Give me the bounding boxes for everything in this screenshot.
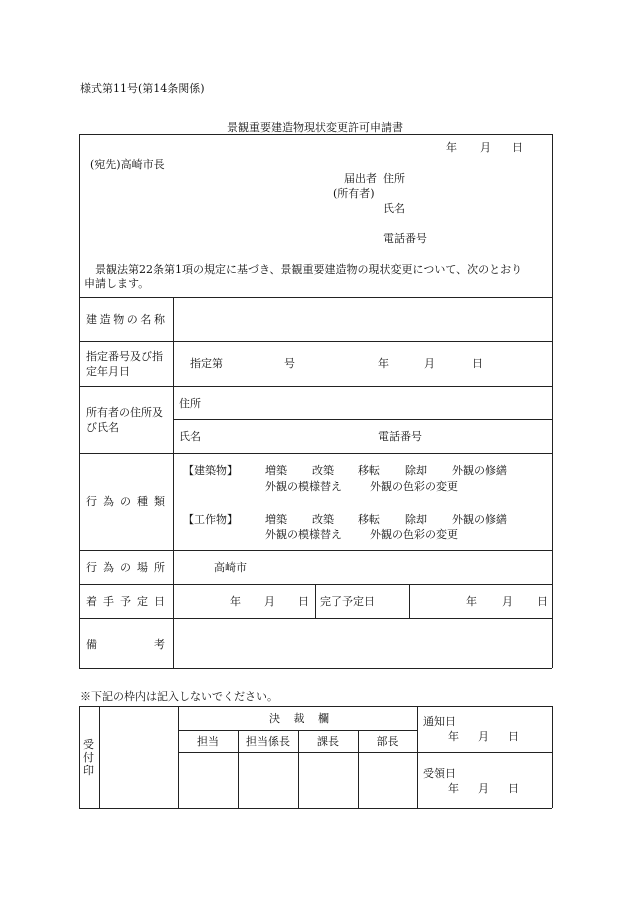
act-color-change: 外観の色彩の変更 <box>370 480 458 493</box>
completion-year: 年 <box>466 595 477 608</box>
remarks-label: 備考 <box>86 638 165 651</box>
act-rebuild: 改築 <box>312 464 334 477</box>
struct-act-color-change: 外観の色彩の変更 <box>370 528 458 541</box>
act-extension: 増築 <box>265 464 287 477</box>
col-section-head: 課長 <box>317 735 339 748</box>
addressee: (宛先)高崎市長 <box>90 158 165 171</box>
decision-label: 決裁欄 <box>269 712 329 725</box>
office-notice: ※下記の枠内は記入しないでください。 <box>80 690 278 703</box>
act-remodel: 外観の模様替え <box>265 480 342 493</box>
applicant-address-label: 住所 <box>383 172 405 185</box>
designation-year: 年 <box>378 357 389 370</box>
structure-category: 【工作物】 <box>183 513 238 526</box>
start-month: 月 <box>264 595 275 608</box>
designation-day: 日 <box>472 357 483 370</box>
page-title: 景観重要建造物現状変更許可申請書 <box>227 121 403 134</box>
act-removal: 除却 <box>405 464 427 477</box>
owner-phone-label: 電話番号 <box>378 430 422 443</box>
building-category: 【建築物】 <box>183 464 238 477</box>
struct-act-extension: 増築 <box>265 513 287 526</box>
owner-name-label: 氏名 <box>179 430 201 443</box>
owner-label-1: 所有者の住所及 <box>86 406 163 419</box>
owner-address-label: 住所 <box>179 397 201 410</box>
completion-day: 日 <box>537 595 548 608</box>
struct-act-relocation: 移転 <box>358 513 380 526</box>
act-repair: 外観の修繕 <box>452 464 507 477</box>
designation-number-suffix: 号 <box>284 357 295 370</box>
col-chief: 担当係長 <box>246 735 290 748</box>
receive-date-label: 受領日 <box>423 767 456 780</box>
act-relocation: 移転 <box>358 464 380 477</box>
receive-year: 年 <box>448 782 459 795</box>
start-year: 年 <box>230 595 241 608</box>
designation-label-2: 定年月日 <box>86 365 130 378</box>
struct-act-removal: 除却 <box>405 513 427 526</box>
start-date-label: 着手予定日 <box>86 595 165 608</box>
notify-date-label: 通知日 <box>423 715 456 728</box>
place-value: 高崎市 <box>214 561 247 574</box>
struct-act-rebuild: 改築 <box>312 513 334 526</box>
col-staff: 担当 <box>197 735 219 748</box>
receive-month: 月 <box>478 782 489 795</box>
applicant-phone-label: 電話番号 <box>383 232 427 245</box>
notify-year: 年 <box>448 730 459 743</box>
receive-day: 日 <box>508 782 519 795</box>
designation-number-prefix: 指定第 <box>190 357 223 370</box>
completion-date-label: 完了予定日 <box>320 595 375 608</box>
completion-month: 月 <box>502 595 513 608</box>
applicant-role: 届出者 <box>344 172 377 185</box>
struct-act-repair: 外観の修繕 <box>452 513 507 526</box>
notify-day: 日 <box>508 730 519 743</box>
date-month: 月 <box>480 141 491 154</box>
owner-label-2: び氏名 <box>86 421 119 434</box>
statement-line-2: 申請します。 <box>84 277 150 290</box>
form-number: 様式第11号(第14条関係) <box>80 82 205 95</box>
date-year: 年 <box>446 141 457 154</box>
designation-label-1: 指定番号及び指 <box>86 350 163 363</box>
designation-month: 月 <box>424 357 435 370</box>
start-day: 日 <box>298 595 309 608</box>
building-name-label: 建造物の名称 <box>86 313 165 326</box>
applicant-role-sub: (所有者) <box>333 187 375 200</box>
statement-line-1: 景観法第22条第1項の規定に基づき、景観重要建造物の現状変更について、次のとおり <box>95 263 523 276</box>
applicant-name-label: 氏名 <box>383 202 405 215</box>
receipt-stamp-label: 受付印 <box>83 738 94 777</box>
col-department-head: 部長 <box>376 735 399 748</box>
notify-month: 月 <box>478 730 489 743</box>
date-day: 日 <box>512 141 523 154</box>
struct-act-remodel: 外観の模様替え <box>265 528 342 541</box>
act-place-label: 行為の場所 <box>86 561 165 574</box>
act-type-label: 行為の種類 <box>86 495 165 508</box>
